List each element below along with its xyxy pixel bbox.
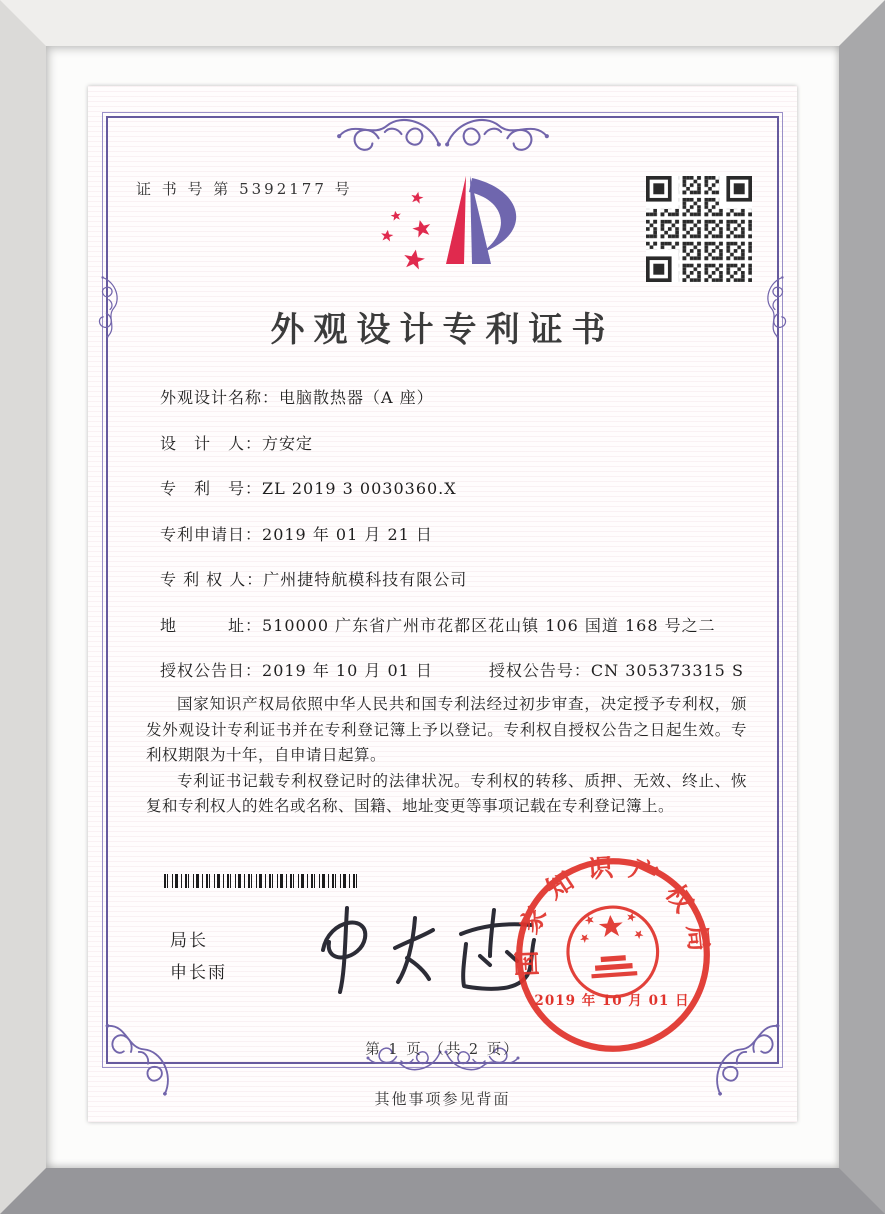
field-label: 设 计 人：: [160, 433, 263, 453]
commissioner-role: 局长: [170, 931, 208, 951]
field-label: 专 利 号：: [160, 479, 263, 498]
page-number: 第 1 页 （共 2 页）: [365, 1042, 520, 1058]
field-value: 510000 广东省广州市花都区花山镇 106 国道 168 号之二: [262, 615, 716, 635]
cnipa-red-seal-icon: [507, 849, 718, 1060]
field-label: 地 址：: [160, 615, 263, 635]
certificate-title: 外观设计专利证书: [270, 310, 615, 350]
field-value: 广州捷特航模科技有限公司: [263, 570, 468, 589]
field-label: 授权公告日：: [160, 661, 263, 680]
field-designer: [160, 432, 747, 456]
field-patent-no: [160, 477, 747, 501]
seal-date: 2019 年 10 月 01 日: [534, 993, 690, 1009]
legal-paragraph-2: 专利证书记载专利权登记时的法律状况。专利权的转移、质押、无效、终止、恢复和专利权人的姓名或名称、国籍、地址变更等事项记载在专利登记簿上。: [146, 771, 747, 815]
field-value: 方安定: [262, 433, 314, 453]
barcode-icon: [164, 874, 358, 888]
field-grant-row: [160, 659, 747, 683]
field-value: 电脑散热器（A 座）: [279, 388, 434, 407]
certificate-number: 证 书 号 第 5392177 号: [136, 180, 353, 198]
field-design-name: [160, 386, 747, 410]
field-address: [160, 614, 747, 638]
frame-mat: [46, 46, 839, 1168]
commissioner-name: 申长雨: [170, 963, 227, 983]
legal-text: [146, 692, 747, 820]
field-label: 专 利 权 人：: [160, 570, 264, 589]
field-patentee: [160, 568, 747, 592]
certificate-fields: [160, 386, 747, 705]
legal-paragraph-1: 国家知识产权局依照中华人民共和国专利法经过初步审查，决定授予专利权，颁发外观设计专利证书并在专利登记簿上予以登记。专利权自授权公告之日起生效。专利权期限为十年，自申请日起算。: [146, 695, 747, 764]
certificate-page: [88, 86, 797, 1122]
field-value: 2019 年 01 月 21 日: [262, 524, 433, 544]
field-label: 外观设计名称：: [160, 388, 280, 407]
cnipa-logo-icon: [360, 172, 530, 282]
field-value: 2019 年 10 月 01 日: [262, 661, 433, 680]
field-value: ZL 2019 3 0030360.X: [262, 479, 457, 498]
field-label: 专利申请日：: [160, 524, 263, 544]
field-filing-date: [160, 523, 747, 547]
top-center-flourish-icon: [335, 110, 551, 154]
back-side-note: 其他事项参见背面: [374, 1090, 511, 1108]
seal-org-text: 国家知识产权局: [512, 851, 715, 978]
field-value: CN 305373315 S: [590, 661, 744, 680]
field-label: 授权公告号：: [488, 661, 591, 680]
qr-code-icon: [646, 176, 752, 282]
